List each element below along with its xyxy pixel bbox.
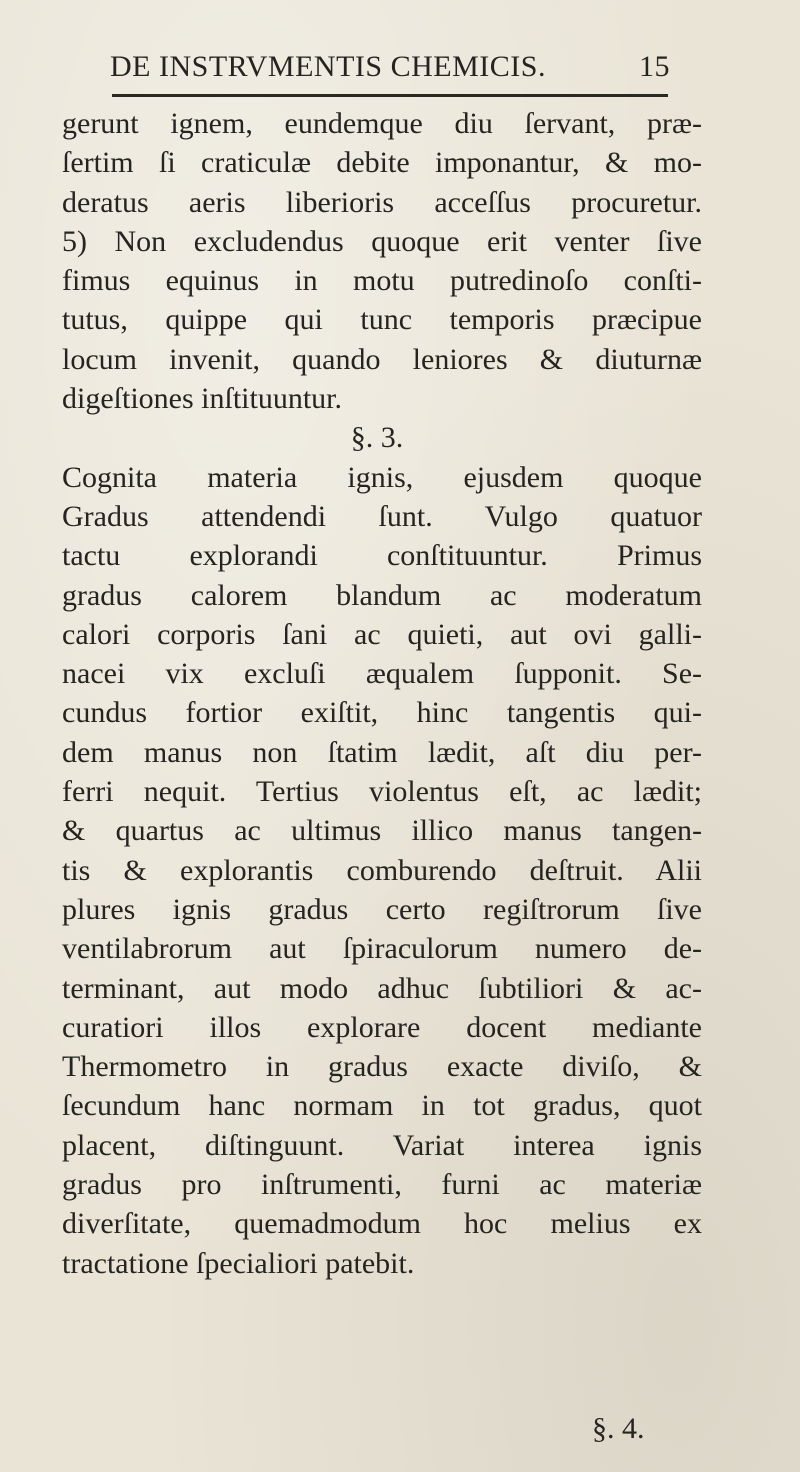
text-line: 5) Non excludendus quoque erit venter ſive — [62, 224, 702, 258]
text-line: ſecundum hanc normam in tot gradus, quot — [62, 1089, 702, 1123]
text-line: gerunt ignem, eundemque diu ſervant, præ- — [62, 107, 702, 140]
text-line: ventilabrorum aut ſpiraculorum numero de- — [62, 932, 702, 966]
header-title: DE INSTRVMENTIS CHEMICIS. — [110, 50, 546, 83]
text-line: gradus calorem blandum ac moderatum — [62, 578, 702, 612]
page-number: 15 — [639, 50, 670, 83]
text-line: Gradus attendendi ſunt. Vulgo quatuor — [62, 499, 702, 533]
text-line: Cognita materia ignis, ejusdem quoque — [62, 460, 702, 494]
text-line: deratus aeris liberioris acceſſus procuretur. — [62, 185, 702, 219]
text-line: fimus equinus in motu putredinoſo conſti- — [62, 264, 702, 298]
text-line: Thermometro in gradus exacte diviſo, & — [62, 1050, 702, 1084]
body-text — [62, 104, 702, 1283]
header-rule — [112, 94, 668, 97]
text-line: placent, diſtinguunt. Variat interea ignis — [62, 1128, 702, 1162]
text-line: curatiori illos explorare docent mediante — [62, 1010, 702, 1044]
text-line: diverſitate, quemadmodum hoc melius ex — [62, 1207, 702, 1241]
running-header — [110, 46, 670, 86]
text-line: tactu explorandi conſtituuntur. Primus — [62, 539, 702, 573]
text-line: gradus pro inſtrumenti, furni ac materiæ — [62, 1168, 702, 1202]
text-line: ſertim ſi craticulæ debite imponantur, & mo- — [62, 146, 702, 180]
text-line: tractatione ſpecialiori patebit. — [62, 1246, 415, 1280]
text-line: & quartus ac ultimus illico manus tangen- — [62, 814, 702, 848]
text-line: tutus, quippe qui tunc temporis præcipue — [62, 303, 702, 337]
text-line: ferri nequit. Tertius violentus eſt, ac lædit; — [62, 775, 702, 809]
text-line: tis & explorantis comburendo deſtruit. Alii — [62, 853, 702, 887]
text-line: locum invenit, quando leniores & diuturnæ — [62, 342, 702, 376]
text-line: plures ignis gradus certo regiſtrorum ſive — [62, 892, 702, 926]
text-line: dem manus non ſtatim lædit, aſt diu per- — [62, 735, 702, 769]
text-line: calori corporis ſani ac quieti, aut ovi galli- — [62, 617, 702, 651]
text-line: nacei vix excluſi æqualem ſupponit. Se- — [62, 657, 702, 691]
catchword: §. 4. — [592, 1412, 645, 1445]
text-line: terminant, aut modo adhuc ſubtiliori & ac- — [62, 971, 702, 1005]
text-line: cundus fortior exiſtit, hinc tangentis qui- — [62, 696, 702, 730]
text-line: digeſtiones inſtituuntur. — [62, 382, 342, 416]
section-heading: §. 3. — [350, 421, 404, 455]
